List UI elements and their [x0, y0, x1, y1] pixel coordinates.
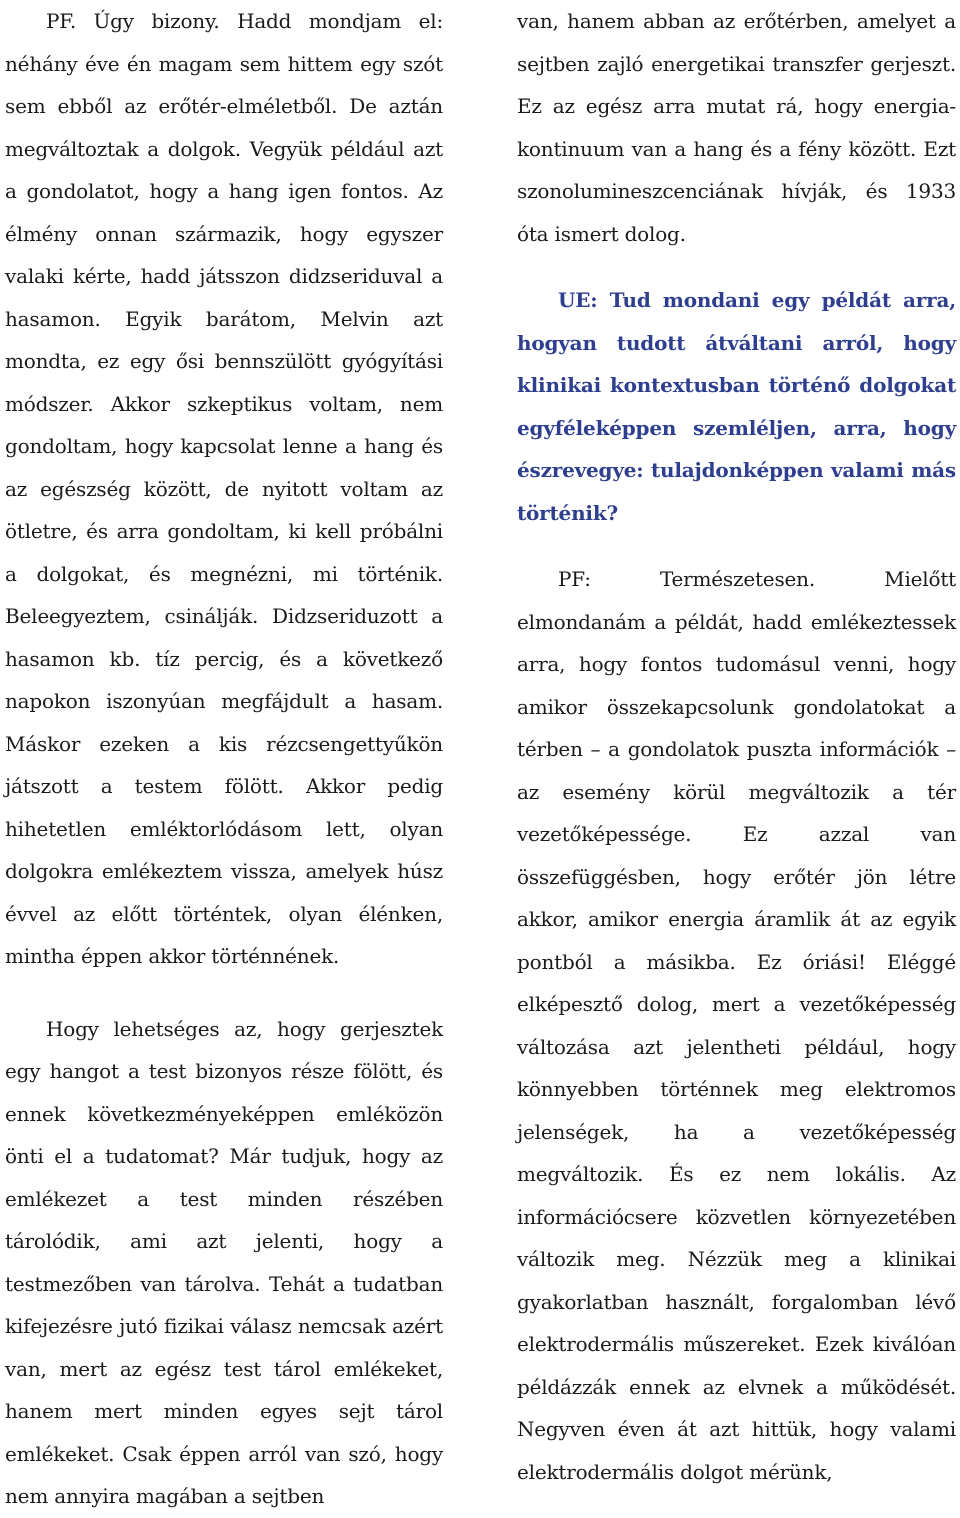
paragraph-pf-answer: PF: Természetesen. Mielőtt elmondanám a példát, hadd emlékeztessek arra, hogy fontos tudomásul venni, hogy amikor összekapcsolunk gondolatokat a térben – a gondolatok puszta információk – az esemény körül megváltozik a tér vezetőképessége. Ez azzal van összefüggésben, hogy erőtér jön létre akkor, amikor energia áramlik át az egyik pontból a másikba. Ez óriási! Eléggé elképesztő dolog, mert a vezetőképesség változása azt jelentheti például, hogy könnyebben történnek meg elektromos jelenségek, ha a vezetőképesség megváltozik. És ez nem lokális. Az információcsere közvetlen környezetében változik meg. Nézzük meg a klinikai gyakorlatban használt, forgalomban lévő elektrodermális műszereket. Ezek kiválóan példázzák ennek az elvnek a működését. Negyven éven át azt hittük, hogy valami elektrodermális dolgot mérünk,	[517, 567, 956, 1484]
paragraph-pf-didgeridoo: PF. Úgy bizony. Hadd mondjam el: néhány éve én magam sem hittem egy szót sem ebből az erőtér-elméletből. De aztán megváltoztak a dolgok. Vegyük például azt a gondolatot, hogy a hang igen fontos. Az élmény onnan származik, hogy egyszer valaki kérte, hadd játsszon didzseriduval a hasamon. Egyik barátom, Melvin azt mondta, ez egy ősi bennszülött gyógyítási módszer. Akkor szkeptikus voltam, nem gondoltam, hogy kapcsolat lenne a hang és az egészség között, de nyitott voltam az ötletre, és arra gondoltam, ki kell próbálni a dolgokat, és megnézni, mi történik. Beleegyeztem, csinálják. Didzseriduzott a hasamon kb. tíz percig, és a következő napokon iszonyúan megfájdult a hasam. Máskor ezeken a kis rézcsengettyűkön játszott a testem fölött. Akkor pedig hihetetlen emléktorlódásom lett, olyan dolgokra emlékeztem vissza, amelyek húsz évvel az előtt történtek, olyan élénken, mintha éppen akkor történnének.	[5, 9, 443, 968]
paragraph-memory-field: Hogy lehetséges az, hogy gerjesztek egy hangot a test bizonyos része fölött, és ennek következményeképpen emléközön önti el a tudatomat? Már tudjuk, hogy az emlékezet a test minden részében tárolódik, ami azt jelenti, hogy a testmezőben van tárolva. Tehát a tudatban kifejezésre jutó fizikai válasz nemcsak azért van, mert az egész test tárol emlékeket, hanem mert minden egyes sejt tárol emlékeket. Csak éppen arról van szó, hogy nem annyira magában a sejtben	[5, 1016, 443, 1508]
paragraph-continuation: van, hanem abban az erőtérben, amelyet a sejtben zajló energetikai transzfer gerjeszt. Ez az egész arra mutat rá, hogy energia-kontinuum van a hang és a fény között. Ezt szonolumineszcenciának hívják, és 1933 óta ismert dolog.	[517, 9, 956, 246]
right-column	[517, 0, 956, 1493]
left-column	[5, 0, 443, 1518]
interviewer-question: UE: Tud mondani egy példát arra, hogyan tudott átváltani arról, hogy klinikai kontextusban történő dolgokat egyféleképpen szemléljen, arra, hogy észrevegye: tulajdonképpen valami más történik?	[517, 288, 956, 525]
